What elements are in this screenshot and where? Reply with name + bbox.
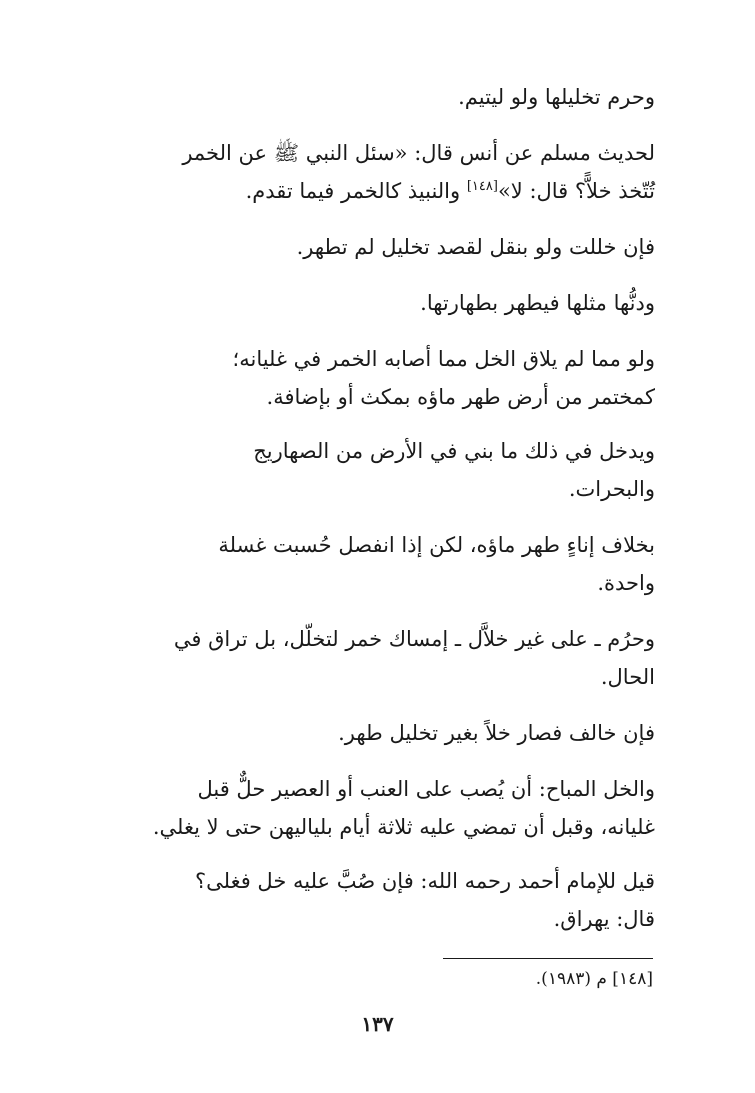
paragraph-line: وحرم تخليلها ولو ليتيم. <box>458 85 655 109</box>
paragraph-line: بخلاف إناءٍ طهر ماؤه، لكن إذا انفصل حُسبت غسلة <box>218 533 655 557</box>
paragraph-11 <box>95 862 655 938</box>
paragraph-line: والبحرات. <box>568 477 655 501</box>
paragraph-4 <box>95 284 655 322</box>
paragraph-line: ولو مما لم يلاق الخل مما أصابه الخمر في غليانه؛ <box>232 347 655 371</box>
paragraph-3 <box>95 228 655 266</box>
paragraph-line: وحرُم ـ على غير خلاَّل ـ إمساك خمر لتخلّل، بل تراق في <box>173 627 655 651</box>
footnote-reference[interactable]: [١٤٨] <box>466 179 498 194</box>
paragraph-6 <box>95 432 655 508</box>
paragraph-line: والخل المباح: أن يُصب على العنب أو العصير حلٌّ قبل <box>197 777 655 801</box>
paragraph-9 <box>95 714 655 752</box>
paragraph-line: ودنُّها مثلها فيطهر بطهارتها. <box>420 291 655 315</box>
paragraph-line: كمختمر من أرض طهر ماؤه بمكث أو بإضافة. <box>266 385 655 409</box>
footnote-divider <box>443 958 653 959</box>
paragraph-8 <box>95 620 655 696</box>
paragraph-line: لحديث مسلم عن أنس قال: «سئل النبي ﷺ عن الخمر <box>182 141 655 165</box>
paragraph-7 <box>95 526 655 602</box>
paragraph-text: تُتّخذ خلاًّ؟ قال: لا» <box>497 179 655 203</box>
paragraph-line: فإن خللت ولو بنقل لقصد تخليل لم تطهر. <box>296 235 655 259</box>
paragraph-10 <box>95 770 655 846</box>
paragraph-line: قال: يهراق. <box>553 907 655 931</box>
paragraph-line: غليانه، وقبل أن تمضي عليه ثلاثة أيام بلياليهن حتى لا يغلي. <box>152 815 655 839</box>
paragraph-5 <box>95 340 655 416</box>
paragraph-line-with-footnote <box>95 172 655 210</box>
paragraph-line: واحدة. <box>597 571 655 595</box>
page-number: ١٣٧ <box>361 1012 394 1036</box>
paragraph-line: الحال. <box>600 665 655 689</box>
paragraph-text: والنبيذ كالخمر فيما تقدم. <box>245 179 467 203</box>
paragraph-2 <box>95 134 655 210</box>
paragraph-1 <box>95 78 655 116</box>
paragraph-line: ويدخل في ذلك ما بني في الأرض من الصهاريج <box>253 439 655 463</box>
footnote: [١٤٨] م (١٩٨٣). <box>535 969 653 989</box>
paragraph-line: فإن خالف فصار خلاً بغير تخليل طهر. <box>338 721 655 745</box>
paragraph-line: قيل للإمام أحمد رحمه الله: فإن صُبَّ عليه خل فغلى؟ <box>194 869 655 893</box>
